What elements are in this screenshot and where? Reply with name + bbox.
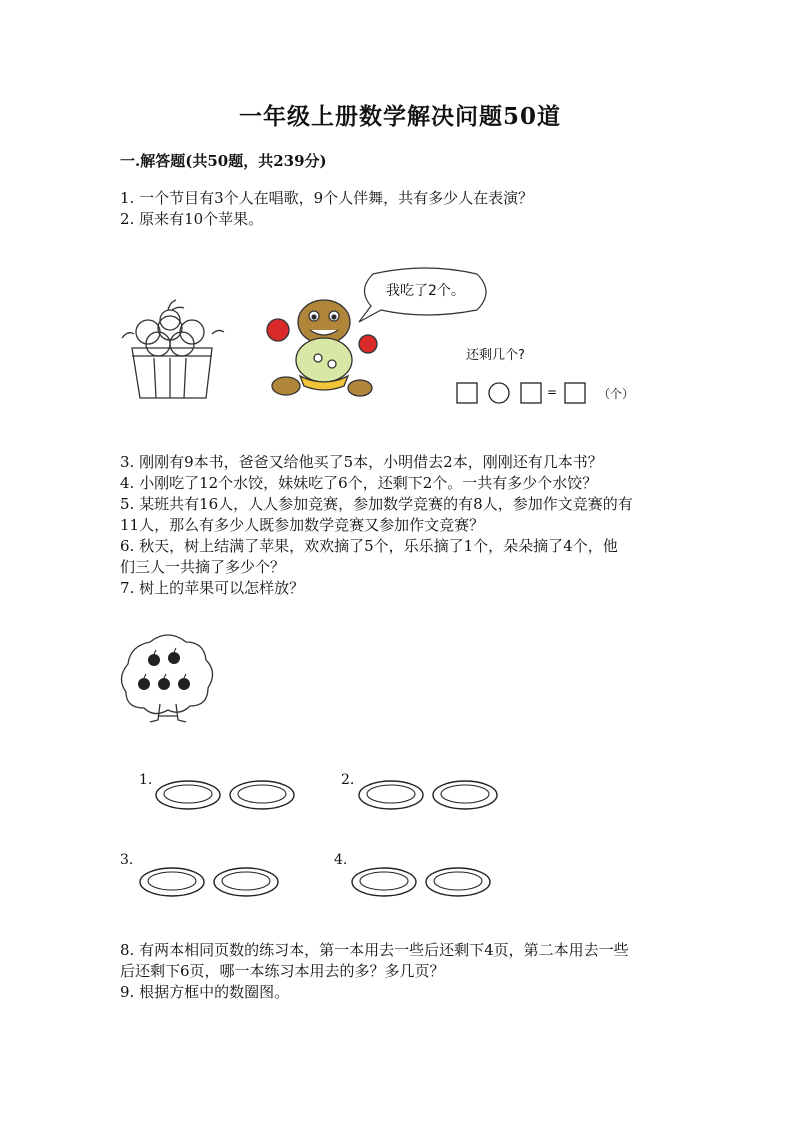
plate-group-3 (138, 865, 284, 899)
answer-box-1 (457, 383, 477, 403)
equals-sign: = (547, 385, 558, 399)
question-8: 8. 有两本相同页数的练习本，第一本用去一些后还剩下4页，第二本用去一些 (120, 941, 629, 959)
plate-group-1 (154, 778, 300, 812)
operator-circle (489, 383, 509, 403)
page-title: 一年级上册数学解决问题50道 (238, 103, 561, 130)
unit-label: （个） (598, 387, 635, 401)
answer-equation-boxes (455, 381, 615, 407)
apple-tree-image (120, 632, 216, 724)
question-2: 2. 原来有10个苹果。 (120, 210, 264, 228)
apple-basket-image (118, 298, 228, 404)
question-7: 7. 树上的苹果可以怎样放？ (120, 579, 305, 597)
question-5-continued: 11人，那么有多少人既参加数学竞赛又参加作文竞赛？ (120, 516, 485, 534)
plate-group-2 (357, 778, 503, 812)
plate-group-4-label: 4. (334, 852, 348, 868)
section-heading: 一.解答题(共50题，共239分) (120, 152, 327, 170)
question-4: 4. 小刚吃了12个水饺，妹妹吃了6个，还剩下2个。一共有多少个水饺？ (120, 474, 598, 492)
question-6-continued: 们三人一共摘了多少个？ (120, 558, 286, 576)
question-6: 6. 秋天，树上结满了苹果，欢欢摘了5个，乐乐摘了1个，朵朵摘了4个，他 (120, 537, 618, 555)
question-3: 3. 刚刚有9本书，爸爸又给他买了5本，小明借去2本，刚刚还有几本书？ (120, 453, 603, 471)
remain-question-label: 还剩几个? (466, 348, 525, 363)
plate-group-4 (350, 865, 496, 899)
plate-group-2-label: 2. (341, 772, 355, 788)
answer-box-result (565, 383, 585, 403)
question-8-continued: 后还剩下6页，哪一本练习本用去的多？多几页？ (120, 962, 445, 980)
question-5: 5. 某班共有16人，人人参加竞赛，参加数学竞赛的有8人，参加作文竞赛的有 (120, 495, 633, 513)
question-1: 1. 一个节目有3个人在唱歌，9个人伴舞，共有多少人在表演？ (120, 189, 534, 207)
speech-bubble-text: 我吃了2个。 (386, 283, 465, 299)
plate-group-1-label: 1. (139, 772, 153, 788)
answer-box-2 (521, 383, 541, 403)
question-9: 9. 根据方框中的数圈图。 (120, 983, 290, 1001)
plate-group-3-label: 3. (120, 852, 134, 868)
